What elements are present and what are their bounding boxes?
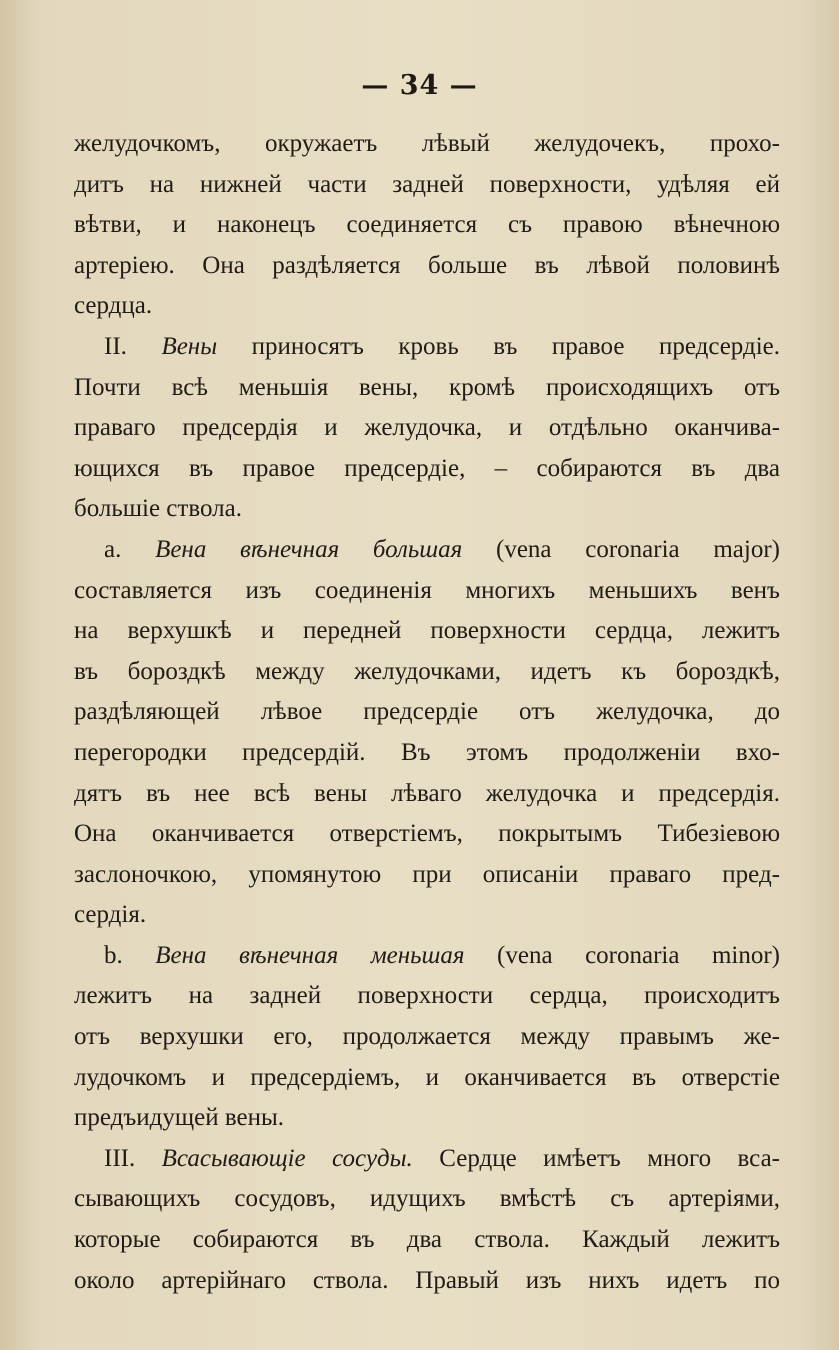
italic-term: Вена вѣнечная меньшая bbox=[155, 941, 465, 969]
text-line bbox=[74, 1220, 780, 1261]
text-line bbox=[74, 327, 780, 368]
text-span: Почти всѣ меньшія вены, кромѣ происходящихъ отъ bbox=[74, 373, 780, 401]
text-span: лудочкомъ и предсердіемъ, и оканчивается въ отверстіе bbox=[74, 1063, 780, 1091]
text-span: раздѣляющей лѣвое предсердіе отъ желудочка, до bbox=[74, 698, 780, 726]
text-span: заслоночкою, упомянутою при описаніи праваго пред- bbox=[74, 860, 780, 888]
text-span: сывающихъ сосудовъ, идущихъ вмѣстѣ съ артеріями, bbox=[74, 1185, 780, 1213]
text-line bbox=[74, 1261, 780, 1302]
text-line bbox=[74, 814, 780, 855]
text-line bbox=[74, 489, 780, 530]
text-line bbox=[74, 1139, 780, 1180]
text-line bbox=[74, 530, 780, 571]
text-span: около артерійнаго ствола. Правый изъ нихъ идетъ по bbox=[74, 1266, 780, 1294]
text-span: ющихся въ правое предсердіе, – собираются въ два bbox=[74, 454, 780, 482]
text-line bbox=[74, 895, 780, 936]
text-span: b. bbox=[104, 941, 156, 969]
text-line bbox=[74, 1017, 780, 1058]
text-line bbox=[74, 368, 780, 409]
text-line bbox=[74, 611, 780, 652]
text-span: дитъ на нижней части задней поверхности, удѣляя ей bbox=[74, 170, 780, 198]
text-span: Сердце имѣетъ много вса- bbox=[412, 1144, 780, 1172]
italic-term: Вены bbox=[161, 332, 218, 360]
text-span: на верхушкѣ и передней поверхности сердца, лежитъ bbox=[74, 617, 780, 645]
text-line bbox=[74, 936, 780, 977]
text-span: большіе ствола. bbox=[74, 495, 242, 523]
text-span: которые собираются въ два ствола. Каждый лежитъ bbox=[74, 1226, 780, 1254]
italic-term: Вена вѣнечная большая bbox=[155, 535, 463, 563]
text-line bbox=[74, 408, 780, 449]
text-span: отъ верхушки его, продолжается между правымъ же- bbox=[74, 1023, 780, 1051]
text-span: составляется изъ соединенія многихъ меньшихъ венъ bbox=[74, 576, 780, 604]
text-span: (vena coronaria minor) bbox=[464, 941, 780, 969]
text-span: праваго предсердія и желудочка, и отдѣльно оканчива- bbox=[74, 414, 780, 442]
text-line bbox=[74, 286, 780, 327]
text-span: предъидущей вены. bbox=[74, 1104, 285, 1132]
text-line bbox=[74, 449, 780, 490]
text-span: сердія. bbox=[74, 901, 147, 929]
text-line bbox=[74, 1058, 780, 1099]
text-span: сердца. bbox=[74, 292, 153, 320]
text-line bbox=[74, 246, 780, 287]
text-span: Она оканчивается отверстіемъ, покрытымъ Тибезіевою bbox=[74, 820, 780, 848]
text-span: перегородки предсердій. Въ этомъ продолженіи вхо- bbox=[74, 738, 780, 766]
text-line bbox=[74, 774, 780, 815]
text-line bbox=[74, 205, 780, 246]
text-span: артеріею. Она раздѣляется больше въ лѣвой половинѣ bbox=[74, 251, 780, 279]
text-span: вѣтви, и наконецъ соединяется съ правою вѣнечною bbox=[74, 211, 780, 239]
text-span: лежитъ на задней поверхности сердца, происходитъ bbox=[74, 982, 780, 1010]
text-span: желудочкомъ, окружаетъ лѣвый желудочекъ, прохо- bbox=[74, 130, 780, 157]
text-line bbox=[74, 855, 780, 896]
text-line bbox=[74, 165, 780, 206]
text-line bbox=[74, 692, 780, 733]
text-span: II. bbox=[104, 332, 162, 360]
text-line bbox=[74, 976, 780, 1017]
body-text bbox=[74, 124, 780, 1301]
text-line bbox=[74, 1179, 780, 1220]
italic-term: Всасывающіе сосуды. bbox=[161, 1144, 413, 1172]
text-line bbox=[74, 733, 780, 774]
text-line bbox=[74, 1098, 780, 1139]
text-line bbox=[74, 652, 780, 693]
text-span: дятъ въ нее всѣ вены лѣваго желудочка и предсердія. bbox=[74, 779, 780, 807]
text-span: III. bbox=[104, 1144, 162, 1172]
text-span: приносятъ кровь въ правое предсердіе. bbox=[217, 332, 780, 360]
text-line bbox=[74, 571, 780, 612]
text-span: въ бороздкѣ между желудочками, идетъ къ бороздкѣ, bbox=[74, 657, 780, 685]
text-span: a. bbox=[104, 535, 156, 563]
text-span: (vena coronaria major) bbox=[462, 535, 780, 563]
text-line bbox=[74, 124, 780, 165]
page-number: — 34 — bbox=[361, 70, 478, 101]
